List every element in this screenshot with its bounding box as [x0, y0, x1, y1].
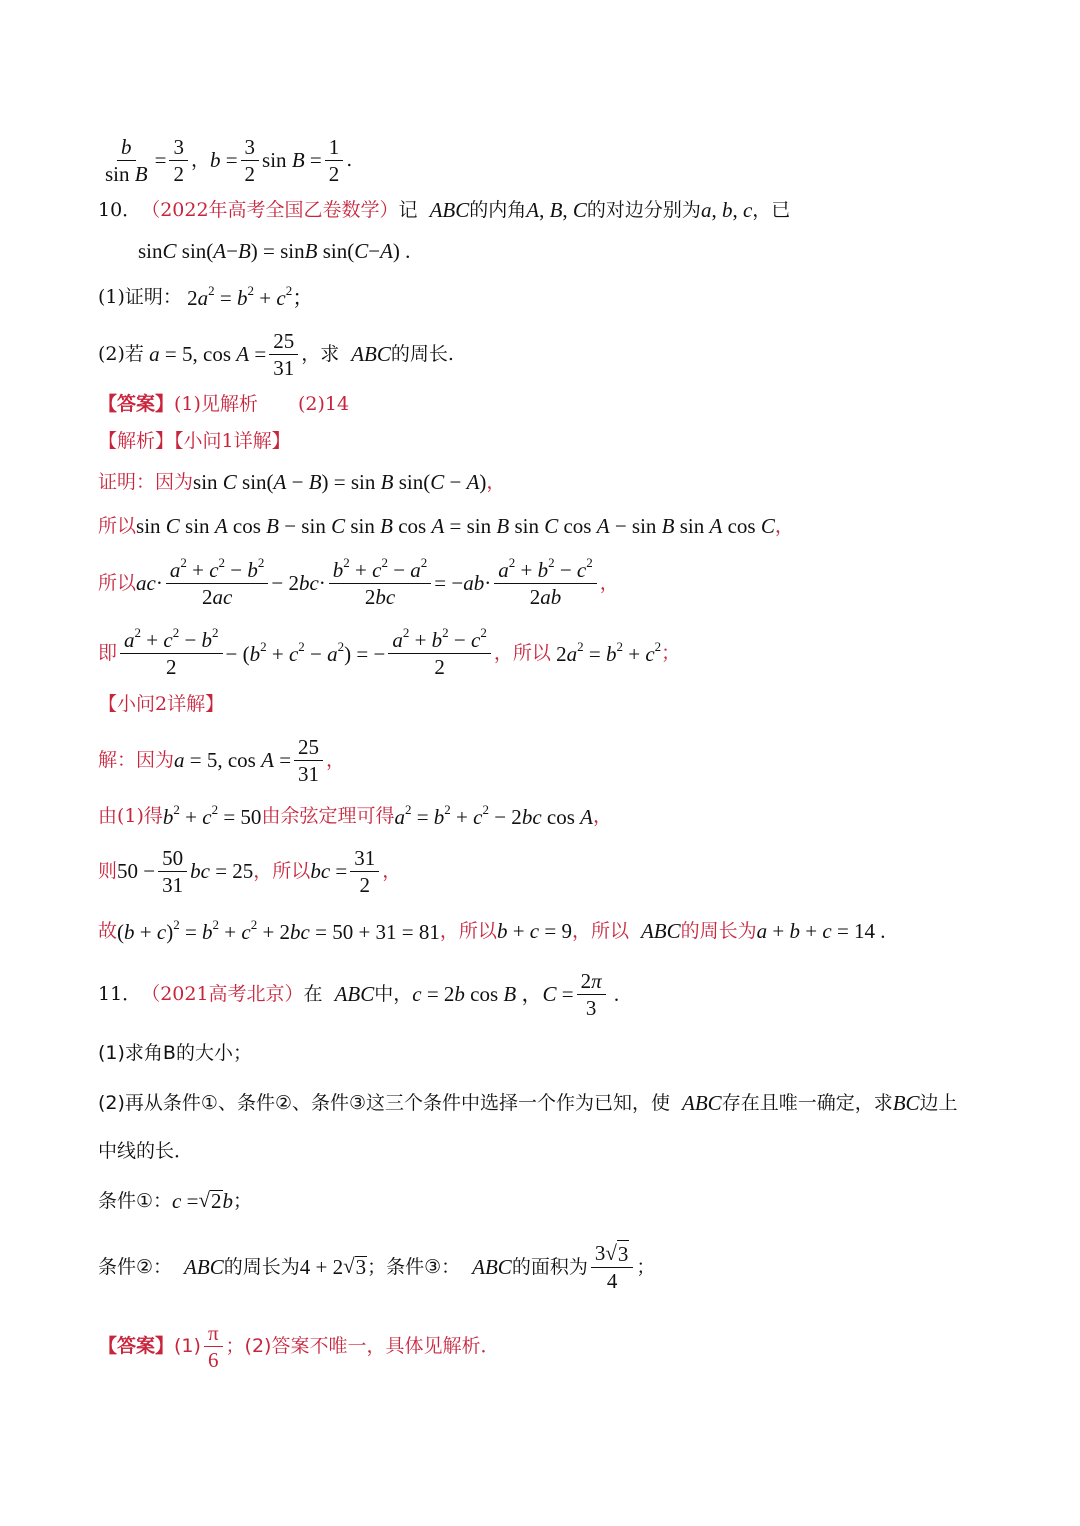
fraction: $\frac{3}{2}$ — [241, 134, 260, 188]
question-number: 10． — [98, 199, 142, 221]
stem-text: 记 — [398, 199, 418, 221]
sub-question-tag: 【小问2详解】 — [98, 693, 225, 715]
fraction: $\frac{3}{2}$ — [169, 134, 188, 188]
sqrt: √ 2 — [198, 1188, 222, 1213]
punct: ， — [190, 149, 210, 172]
question-source: （2021高考北京） — [141, 983, 304, 1006]
question-number: 11． — [98, 983, 142, 1006]
question-11-part2: (2)再从条件①、条件②、条件③这三个条件中选择一个作为已知，使 ABC 存在且唯一确定，求 BC 边上 — [98, 1091, 958, 1115]
answer-10 — [98, 395, 349, 414]
stem-text: ，求 — [301, 343, 340, 366]
step-label: 所以 — [98, 515, 137, 537]
stem-text: ，已 — [752, 199, 791, 221]
fraction: $\frac{25}{31}$ — [269, 328, 298, 382]
fraction: $\frac{1}{2}$ — [325, 134, 344, 188]
answer-part-1: (1) — [174, 1335, 201, 1358]
stem-text: 的周长. — [390, 343, 454, 366]
sub2-heading — [98, 695, 224, 714]
question-10-part1: (1)证明： $2a^2 = b^2 + c^2$； — [98, 283, 314, 310]
question-10-condition: sin C sin( A − B ) = sin B sin( C − A ) . — [138, 239, 411, 263]
step-label: 证明：因为 — [98, 471, 194, 493]
proof-line-3: 所以 ac· $\frac{a^2 + c^2 - b^2}{2ac}$ − 2bc· $\frac{b^2 + c^2 - a^2}{2bc}$ = −ab· $\frac{a^2 + b^2 - c^2}{2ab}$ ， — [98, 555, 619, 610]
fraction: $\frac{a^2 + c^2 - b^2}{2ac}$ — [166, 557, 269, 611]
stem-text: 的对边分别为 — [586, 199, 701, 221]
step-label: 故 — [98, 920, 118, 942]
analysis-tag: 【解析】【小问1详解】 — [98, 430, 291, 452]
stem-text: 在 — [303, 983, 323, 1006]
proof-line-1: 证明：因为 sin C sin(A − B) = sin B sin(C − A) ， — [98, 470, 506, 494]
prev-solution-line: $\frac{b}{\text{sin B}}$ = $\frac{3}{2}$ ， b = $\frac{3}{2}$ sin B = $\frac{1}{2}$ . — [98, 134, 352, 188]
part-label: (2)若 — [98, 343, 144, 366]
step-label: 所以 — [458, 920, 497, 942]
question-source: （2022年高考全国乙卷数学） — [141, 199, 399, 221]
part-text: 中线的长． — [98, 1140, 194, 1162]
condition-label: 条件①： — [98, 1189, 173, 1212]
fraction: $\frac{50}{31}$ — [158, 845, 187, 899]
answer-part-2: (2)14 — [297, 393, 350, 415]
part-label: (1)证明： — [98, 286, 182, 308]
question-10-part2: (2)若 a = 5, cos A = $\frac{25}{31}$ ，求 ABC 的周长. — [98, 329, 454, 381]
question-11-stem: 11． （2021高考北京） 在 ABC 中， c = 2b cos B ，C = $\frac{2\pi}{3}$ . — [98, 969, 620, 1021]
stem-text: 中， — [374, 983, 413, 1006]
sqrt: √ 3 — [343, 1254, 367, 1280]
step-label: 的周长为 — [680, 920, 757, 942]
punct: . — [346, 149, 353, 172]
condition-text: 的面积为 — [511, 1255, 588, 1278]
fraction: $\frac{a^2 + c^2 - b^2}{2}$ — [120, 627, 223, 681]
step-label: 解：因为 — [98, 749, 175, 772]
fraction: $\frac{25}{31}$ — [294, 734, 323, 788]
fraction: $\frac{\pi}{6}$ — [204, 1320, 223, 1374]
answer-tag: 【答案】 — [98, 393, 175, 415]
fraction: $\frac{b}{\text{sin B}}$ — [105, 135, 148, 187]
solution-line-4: 故 $(b + c)^2 = b^2 + c^2 + 2bc = 50 + 31 = 81$ ， 所以 b + c = 9 ， 所以 ABC 的周长为 a + b + c = 14 . — [98, 917, 886, 944]
proof-line-4: 即 $\frac{a^2 + c^2 - b^2}{2}$ − $(b^2 + c^2 - a^2)$ = − $\frac{a^2 + b^2 - c^2}{2}$ ， 所以 $2a^2 = b^2 + c^2$ ； — [98, 625, 681, 680]
condition-2-3: 条件②： ABC 的周长为 4 + 2 √ 3 ；条件③： ABC 的面积为 3√ 3 4 ； — [98, 1241, 656, 1294]
fraction: $\frac{a^2 + b^2 - c^2}{2}$ — [388, 627, 491, 681]
fraction: 3√ 3 4 — [591, 1240, 634, 1295]
step-label: 所以 — [272, 860, 311, 883]
step-label: 所以 — [98, 572, 137, 595]
fraction: $\frac{b^2 + c^2 - a^2}{2bc}$ — [329, 557, 432, 611]
step-label: 由(1)得 — [98, 805, 163, 827]
step-label: 由余弦定理可得 — [261, 805, 395, 827]
part-text: 边上 — [919, 1092, 958, 1114]
part-text: (2)再从条件①、条件②、条件③这三个条件中选择一个作为已知，使 — [98, 1092, 671, 1114]
question-11-part2-cont — [98, 1142, 193, 1161]
step-label: 则 — [98, 860, 118, 883]
proof-line-2: 所以 sin C sin A cos B − sin C sin B cos A = sin B sin C cos A − sin B sin A cos C ， — [98, 514, 794, 538]
stem-text: 的内角 — [469, 199, 527, 221]
answer-part-2: ；(2)答案不唯一，具体见解析． — [225, 1335, 500, 1358]
fraction: $\frac{2\pi}{3}$ — [577, 968, 606, 1022]
answer-part-1: (1)见解析 — [174, 393, 258, 415]
solution-line-3: 则 50 − $\frac{50}{31}$ bc = 25 ， 所以 bc = $\frac{31}{2}$ ， — [98, 846, 402, 898]
step-label: 所以 — [512, 642, 551, 665]
condition-label: 条件②： — [98, 1255, 173, 1278]
question-10-stem: 10． （2022年高考全国乙卷数学） 记 ABC 的内角 A, B, C 的对边分别为 a, b, c ，已 — [98, 198, 791, 222]
answer-tag: 【答案】 — [98, 1335, 175, 1358]
solution-line-2: 由(1)得 $b^2 + c^2 = 50$ 由余弦定理可得 $a^2 = b^2 + c^2 - 2bc$ cos A ， — [98, 802, 612, 829]
step-label: 即 — [98, 642, 118, 665]
answer-11 — [98, 1320, 499, 1374]
fraction: $\frac{a^2 + b^2 - c^2}{2ab}$ — [494, 557, 597, 611]
step-label: 所以 — [590, 920, 629, 942]
analysis-heading — [98, 432, 291, 451]
part-text: 存在且唯一确定，求 — [721, 1092, 893, 1114]
part-text: (1)求角B的大小； — [98, 1042, 252, 1064]
solution-line-1: 解：因为 a = 5, cos A = $\frac{25}{31}$ ， — [98, 735, 346, 787]
condition-label: ；条件③： — [367, 1255, 461, 1278]
condition-1: 条件①： c = √ 2 b ； — [98, 1188, 253, 1213]
condition-text: 的周长为 — [223, 1255, 300, 1278]
fraction: $\frac{31}{2}$ — [350, 845, 379, 899]
question-11-part1 — [98, 1044, 252, 1063]
